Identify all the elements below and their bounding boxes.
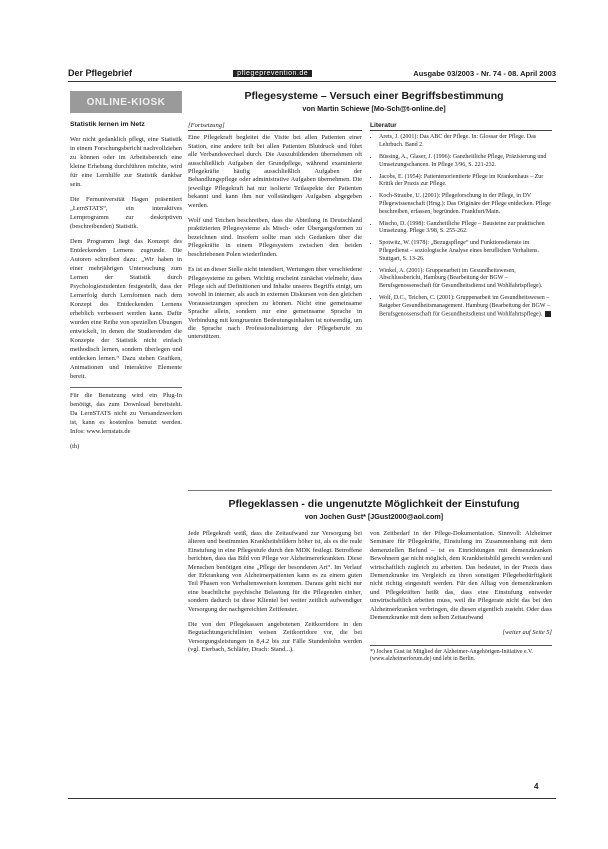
footer-rule [68,798,556,799]
article1-references [370,122,552,482]
article2-author: von Jochen Gust* [JGust2000@aol.com] [304,512,444,521]
continued-note: [weiter auf Seite 5] [502,629,552,637]
reference-item: • Wolf, D.C., Teichen, C. (2001): Gruppenarbeit im Gesundheitswesen – Ratgeber Gesundheitsmanagement. Hamburg (Bearbeitung der BGW – Berufsgenossenschaft für Gesundheitsdienst und Wohlfahrtspflege). [379,295,552,319]
sidebar-signature: (th) [70,443,80,450]
article1-paragraph: Eine Pflegekraft begleitet die Visite bei allen Patienten einer Station, eine andere teilt bei allen Patienten Blutdruck und führt alle Verbandswechsel durch. Die Auszubildenden übernehmen oft ausschließlich Aufgaben der Grundpflege, während examinierte Pflegekräfte häufig ausschließlich Aufgaben der Behandlungspflege oder administrative Aufgaben übernehmen. Die jeweilige Pflegekraft hat nur isolierte Teilaspekte der Patienten bekannt und kann ihm nur vollständigen Aufgaben abgegeben werden. [188,134,362,209]
author-footnote: *) Jochen Gust ist Mitglied der Alzheimer-Angehörigen-Initiative e.V. (www.alzheimerforum.de) und lebt in Berlin. [370,645,552,663]
reference-item: • Büssing, A., Glaser, J. (1996): Ganzheitliche Pflege, Präzisierung und Umsetzungschancen. In Pflege 3/96, S. 221-232. [379,154,552,170]
reference-item: • Koch-Straube, U. (2001): Pflegeforschung in der Pflege, in DV Pflegewissenschaft (Hrsg.): Das Originäre der Pflege entdecken. Pflege beschreiben, erfassen, begründen. Frankfurt/Main. [379,193,552,216]
article2-paragraph: von Zeitbedarf in der Pflege-Dokumentation. Sinnvoll: Alzheimer Seminare für Pflegekräfte, Einstufung im Zusammenhang mit dem demenziellen Befund – ist es Einrichtungen mit demenzkranken Bewohnern gar nicht möglich, dem Krankheitsbild gerecht werden und wirtschaftlich zugleich zu arbeiten. Das bedeutet, in der Praxis dass Demenzkranke im Vergleich zu ihren sonstigen Pflegebedürftigkeit nicht richtig eingestuft werden. Für den Alltag von demenzkranken und Pflegekräften heißt das, dass eine Einstufung entweder unwirtschaftlich arbeiten muss, weil die Pflegerate nicht das bei den Alzheimerkranken verbringen, die diesen eigentlich zusteht. Oder dass Demenzkranke mit dem selben Zeitaufwand [370,530,552,622]
article1-paragraph: Es ist an dieser Stelle nicht intendiert, Wertungen über verschiedene Pflegesysteme zu geben. Wichtig erscheint zunächst vielmehr, dass Pflege sich auf Definitionen und Inhalte unseres Begriffs einigt, um sowohl in interner, als auch in externen Diskursen von den gleichen Voraussetzungen sprechen zu können. Nicht eine gemeinsame Sprache allein, sondern nur eine gemeinsame Sprache in Verbindung mit kongruenten Bedeutungsinhalten ist notwendig, um die Sprache nach Professionalisierung der Pflegeberufe zu unterstützen. [188,266,362,341]
reference-item: • Winkel, A. (2001): Gruppenarbeit im Gesundheitswesen, Abschlussbericht, Hamburg (Bearbeitung der BGW – Berufsgenossenschaft für Gesundheitsdienst und Wohlfahrtspflege). [379,268,552,291]
site-logo: pflegeprevention.de [233,70,312,77]
sidebar-paragraph: Für die Benutzung wird ein Plug-In benötigt, das zum Download bereitsteht. Da LernSTATS nicht zu Versandzwecken ist, kann es kostenlos benutzt werden. Infos: www.lernstats.de [70,387,182,436]
article1-title: Pflegesysteme – Versuch einer Begriffsbestimmung [244,90,504,102]
article1-paragraph: Wolf und Teichen beschreiben, dass die Abteilung in Deutschland praktizierten Pflegesysteme als Misch- oder Übergangsformen zu bezeichnen sind. Insofern sollte man sich Gedanken über die Pflegekräfte in einem Pflegesystem zwischen den beiden beschriebenen Polen wiederfinden. [188,217,362,258]
sidebar-title: Statistik lernen im Netz [70,121,145,128]
reference-item: • Spotwitz, W. (1978): „Bezugspflege“ und Funktionsdienste im Pflegedienst – soziologische Analyse eines beruflichen Verhaltens. Stuttgart, S. 13-26. [379,240,552,263]
article1-author: von Martin Schiewe [Mo-Sch@t-online.de] [302,104,446,113]
kiosk-banner: ONLINE-KIOSK [70,91,182,113]
article-divider [188,490,552,491]
article2-paragraph: Jede Pflegekraft weiß, dass die Zeitaufwand zur Versorgung bei älteren und bestimmten Krankheitsbildern höher ist, als es die reale Einstufung in eine Pflegestufe durch den MDK festlegt. Betroffene berichten, dass das Bild von Pflege vor Alzheimererkrankten. Diese Menschen benötigen eine „Pflege der besonderen Art“. Im Verlauf der Erkrankung von Alzheimerpatienten kann es zu einem guten Teil Phasen von Verhaltensweisen kommen. Daraus geht nicht nur eine beachtliche psychische Belastung für die Pflegenden einher, sondern dadurch ist diese Klientel bei weiter zeitlich aufwendiger Versorgung der nachgereichten Zeitfenster. [188,530,362,613]
sidebar-paragraph: Wer nicht gedanklich pflegt, eine Statistik in einem Forschungsbericht nachvollziehen zu können oder im Arbeitsbereich eine kleine Erhebung durchführen möchte, wird für eine Lernhilfe zur Statistik dankbar sein. [70,136,182,188]
masthead: Der Pflegebrief [68,68,133,78]
reference-item: • Jacobs, E. (1954): Patientenorientierte Pflege im Krankenhaus – Zur Kritik der Praxis zur Pflege. [379,174,552,190]
sidebar [70,120,182,795]
continuation-label: [Fortsetzung] [188,122,362,131]
header-rule [68,81,556,82]
article2-title: Pflegeklassen - die ungenutzte Möglichkeit der Einstufung [228,498,520,510]
issue-info: Ausgabe 03/2003 - Nr. 74 - 08. April 2003 [413,68,556,78]
article2-paragraph: Die von den Pflegekassen angebotenen Zeitkorridore in den Begutachtungsrichtlinien weisen Zeitkorridore vor, die bei Versorgungsleistungen in 8,4.2 bis zur Fälle Stundenlohn werden (vgl. Eierbach, Schläfer, Drach: Stand...). [188,621,362,654]
page-number: 4 [534,782,539,791]
article2-column-right [370,530,552,792]
reference-item: • Arets, J. (2001): Das ABC der Pflege. In: Glossar der Pflege. Das Lehrbuch. Band 2. [379,134,552,150]
reference-item: • Mischo, D. (1998): Ganzheitliche Pflege – Bausteine zur praktischen Umsetzung. Pflege 3/98, S. 255-262. [379,221,552,237]
sidebar-paragraph: Dem Programm liegt das Konzept des Entdeckenden Lernens zugrunde. Die Autoren schreiben dazu: „Wir haben in einer mehrjährigen Untersuchung zum Lernen der Statistik durch Psychologiestudenten festgestellt, dass der Lernerfolg durch Lernformen nach dem Konzept des Entdeckenden Lernens erheblich verbessert werden kann. Dafür wurden eine Reihe von speziellen Übungen entwickelt, in denen die Studierenden die Konzepte der Statistik nicht einfach methodisch lernen, sondern überlegen und entdecken lernen.“ Dazu stehen Grafiken, Animationen und interaktive Elemente bereit. [70,238,182,380]
article2-column-left [188,530,362,792]
sidebar-paragraph: Die Fernuniversität Hagen präsentiert „LernSTATS“, ein interaktives Lernprogramm zur deskriptiven (beschreibenden) Statistik. [70,196,182,230]
references-heading: Literatur [370,122,552,131]
article1-column-left [188,122,362,482]
page-header [68,66,556,80]
end-of-article-mark [545,311,551,317]
